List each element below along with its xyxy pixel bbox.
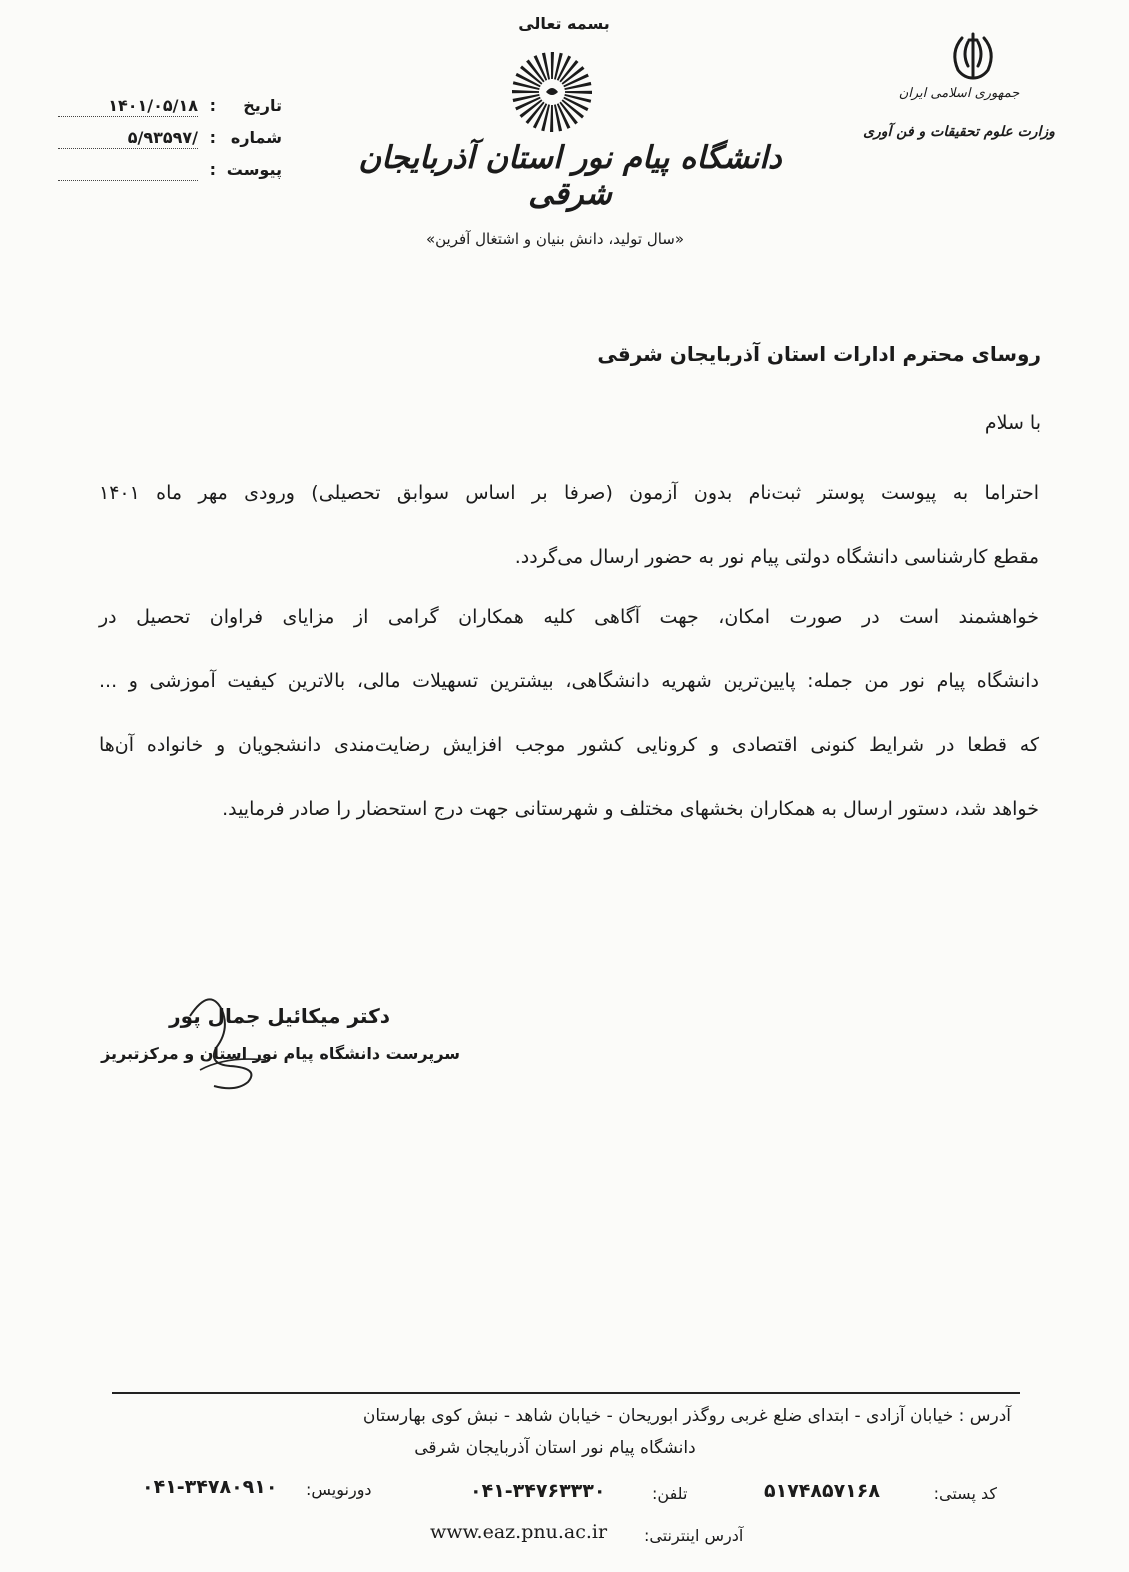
republic-label: جمهوری اسلامی ایران xyxy=(898,86,1020,101)
body-line-6: خواهد شد، دستور ارسال به همکاران بخشهای مختلف و شهرستانی جهت درج استحضار را صادر فرمایید. xyxy=(222,798,1039,820)
logo-ray xyxy=(513,81,540,90)
phone-label: تلفن: xyxy=(652,1484,688,1503)
university-title: دانشگاه پیام نور استان آذربایجان شرقی xyxy=(358,140,782,212)
attachment-value xyxy=(58,160,198,181)
logo-ray xyxy=(551,52,554,79)
footer-divider xyxy=(112,1392,1020,1394)
date-label: تاریخ xyxy=(243,96,282,115)
footer-address-line-1: آدرس : خیابان آزادی - ابتدای ضلع غربی روگذر ابوریحان - خیابان شاهد - نبش کوی بهارستان xyxy=(362,1406,1011,1426)
footer-address-line-2: دانشگاه پیام نور استان آذربایجان شرقی xyxy=(414,1438,696,1458)
signatory-title: سرپرست دانشگاه پیام نور استان و مرکزتبریز xyxy=(101,1044,460,1063)
fax-label: دورنویس: xyxy=(306,1480,372,1499)
logo-ray xyxy=(565,91,592,94)
signatory-name: دکتر میکائیل جمال پور xyxy=(169,1004,390,1028)
attachment-label: پیوست xyxy=(226,160,282,179)
handwritten-signature-icon xyxy=(170,986,290,1096)
greeting: با سلام xyxy=(984,412,1041,434)
website-label: آدرس اینترنتی: xyxy=(644,1526,744,1545)
date-field: تاریخ : ۱۴۰۱/۰۵/۱۸ xyxy=(50,96,282,124)
basmala: بسمه تعالی xyxy=(518,14,610,33)
body-line-2: مقطع کارشناسی دانشگاه دولتی پیام نور به حضور ارسال می‌گردد. xyxy=(514,546,1039,568)
body-line-1: احتراما به پیوست پوستر ثبت‌نام بدون آزمون (صرفا بر اساس سوابق تحصیلی) ورودی مهر ماه ۱۴۰۱ xyxy=(99,482,1039,504)
postal-code-value: ۵۱۷۴۸۵۷۱۶۸ xyxy=(764,1480,880,1502)
phone-value: ۰۴۱-۳۴۷۶۳۳۳۰ xyxy=(470,1480,606,1502)
number-label: شماره xyxy=(230,128,282,147)
postal-code-label: کد پستی: xyxy=(933,1484,997,1503)
logo-ray xyxy=(550,105,553,132)
number-field: شماره : /۵/۹۳۵۹۷ xyxy=(50,128,282,156)
number-value: /۵/۹۳۵۹۷ xyxy=(58,128,198,149)
year-slogan: «سال تولید، دانش بنیان و اشتغال آفرین» xyxy=(425,230,685,248)
attachment-field: پیوست : xyxy=(50,160,282,188)
addressee: روسای محترم ادارات استان آذربایجان شرقی xyxy=(597,342,1041,366)
logo-ray xyxy=(564,94,591,103)
logo-ray xyxy=(554,53,563,80)
body-line-4: دانشگاه پیام نور من جمله: پایین‌ترین شهریه دانشگاهی، بیشترین تسهیلات مالی، بالاترین کیفیت آموزشی و ... xyxy=(99,670,1039,692)
fax-value: ۰۴۱-۳۴۷۸۰۹۱۰ xyxy=(142,1476,278,1498)
logo-ray xyxy=(512,90,539,93)
website-link[interactable]: www.eaz.pnu.ac.ir xyxy=(430,1521,608,1543)
ministry-label: وزارت علوم تحقیقات و فن آوری xyxy=(863,124,1055,140)
pnu-sunburst-logo-icon xyxy=(500,40,604,136)
iran-emblem-icon xyxy=(944,30,1002,84)
body-line-3: خواهشمند است در صورت امکان، جهت آگاهی کلیه همکاران گرامی از مزایای فراوان تحصیل در xyxy=(99,606,1039,628)
body-line-5: که قطعا در شرایط کنونی اقتصادی و کرونایی کشور موجب افزایش رضایت‌مندی دانشجویان و خانواده آن‌ها xyxy=(99,734,1039,756)
date-value: ۱۴۰۱/۰۵/۱۸ xyxy=(58,96,198,117)
logo-ray xyxy=(541,104,550,131)
